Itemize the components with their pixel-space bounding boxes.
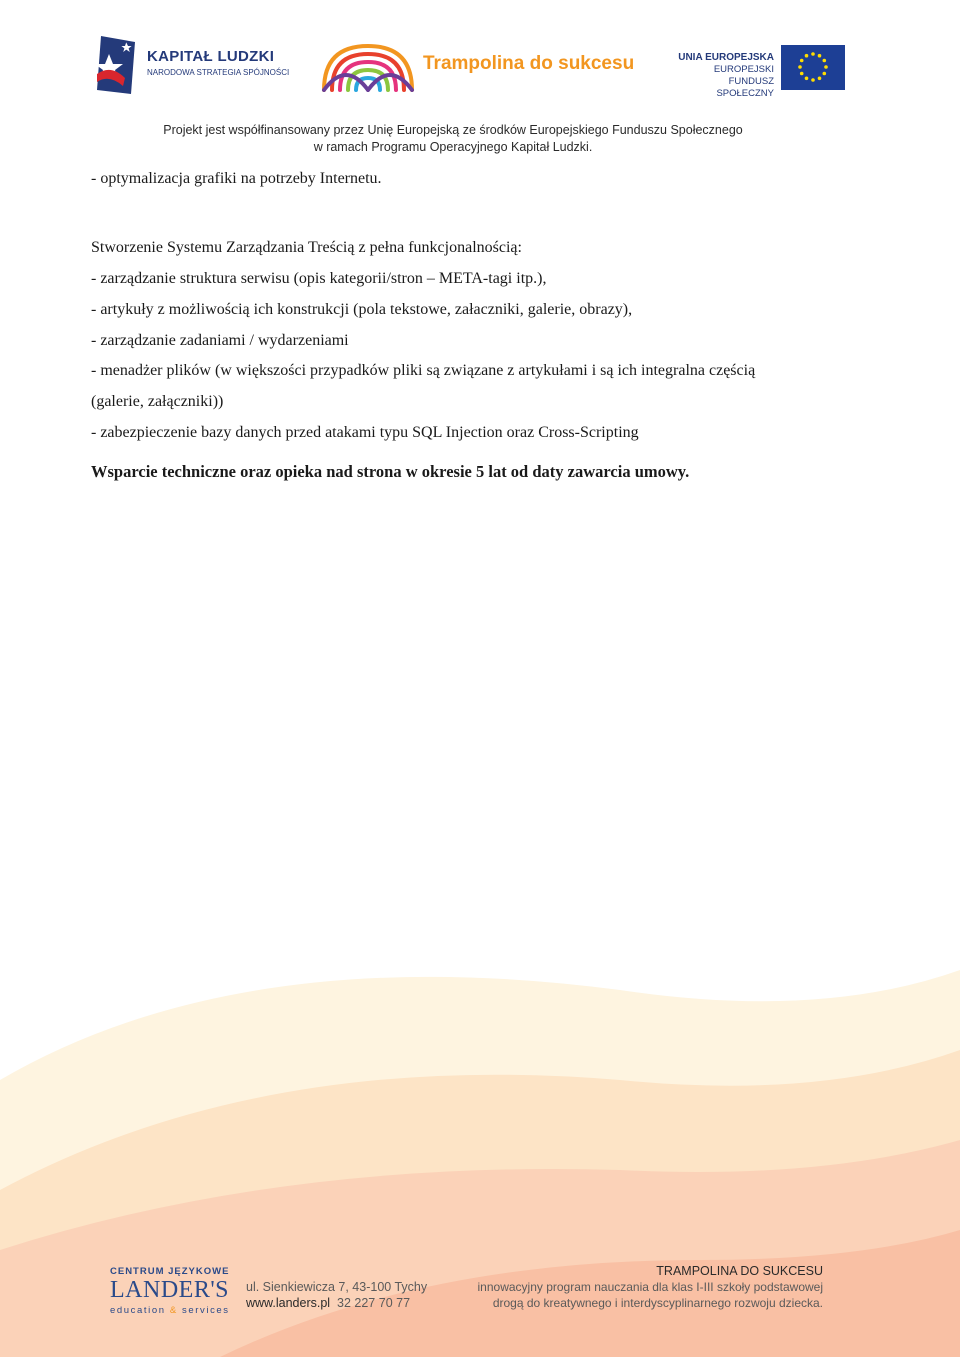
text-line: - zarządzanie struktura serwisu (opis kategorii/stron – META-tagi itp.), bbox=[91, 270, 547, 287]
kapital-ludzki-subtitle: NARODOWA STRATEGIA SPÓJNOŚCI bbox=[147, 68, 290, 77]
page-header bbox=[0, 0, 960, 160]
website-link[interactable]: www.landers.pl bbox=[246, 1296, 331, 1310]
landers-tagline bbox=[110, 1305, 230, 1316]
eu-line3: FUNDUSZ SPOŁECZNY bbox=[716, 76, 774, 99]
kapital-ludzki-logo bbox=[95, 34, 295, 98]
program-line2: drogą do kreatywnego i interdyscyplinarnego rozwoju dziecka. bbox=[492, 1296, 823, 1310]
eu-line2: EUROPEJSKI bbox=[713, 64, 774, 75]
eu-flag-icon bbox=[781, 45, 845, 90]
phone-number: 32 227 70 77 bbox=[337, 1296, 411, 1310]
text-line: - zabezpieczenie bazy danych przed atakami typu SQL Injection oraz Cross-Scripting bbox=[91, 424, 639, 441]
landers-tagline-pre: education bbox=[110, 1305, 170, 1316]
eu-text-block bbox=[672, 52, 774, 100]
landers-top-text: CENTRUM JĘZYKOWE bbox=[110, 1266, 230, 1277]
closing-statement: Wsparcie techniczne oraz opieka nad strona w okresie 5 lat od daty zawarcia umowy. bbox=[91, 462, 690, 481]
landers-logo bbox=[110, 1266, 234, 1316]
program-description bbox=[478, 1263, 824, 1311]
text-line: (galerie, załączniki)) bbox=[91, 393, 224, 410]
landers-contact bbox=[246, 1279, 427, 1311]
text-line: - artykuły z możliwością ich konstrukcji (pola tekstowe, załaczniki, galerie, obrazy), bbox=[91, 301, 633, 318]
eu-line1: UNIA EUROPEJSKA bbox=[678, 52, 774, 63]
text-line: - zarządzanie zadaniami / wydarzeniami bbox=[91, 332, 349, 349]
landers-tagline-amp: & bbox=[169, 1305, 178, 1316]
cofunding-line2: w ramach Programu Operacyjnego Kapitał Ludzki. bbox=[313, 140, 593, 154]
page-footer bbox=[0, 1260, 960, 1320]
landers-tagline-post: services bbox=[177, 1305, 230, 1316]
kapital-ludzki-title: KAPITAŁ LUDZKI bbox=[147, 48, 275, 65]
text-line: - optymalizacja grafiki na potrzeby Internetu. bbox=[91, 170, 382, 187]
program-line1: innowacyjny program nauczania dla klas I-III szkoły podstawowej bbox=[477, 1280, 823, 1294]
text-line: Stworzenie Systemu Zarządzania Treścią z pełna funkcjonalnością: bbox=[91, 239, 522, 256]
eu-logo bbox=[672, 44, 852, 99]
cofunding-line1: Projekt jest współfinansowany przez Unię Europejską ze środków Europejskiego Funduszu Społecznego bbox=[163, 123, 743, 137]
text-line: - menadżer plików (w większości przypadków pliki są związane z artykułami i są ich integralna częścią bbox=[91, 362, 756, 379]
trampolina-title: Trampolina do sukcesu bbox=[423, 53, 635, 74]
cofunding-statement bbox=[0, 122, 906, 156]
address-line: ul. Sienkiewicza 7, 43-100 Tychy bbox=[246, 1280, 428, 1294]
trampolina-logo bbox=[320, 40, 640, 96]
kapital-ludzki-emblem-icon bbox=[95, 34, 141, 96]
program-title: TRAMPOLINA DO SUKCESU bbox=[656, 1264, 823, 1278]
rainbow-arcs-icon bbox=[320, 40, 416, 92]
landers-main-text: LANDER'S bbox=[110, 1277, 229, 1303]
